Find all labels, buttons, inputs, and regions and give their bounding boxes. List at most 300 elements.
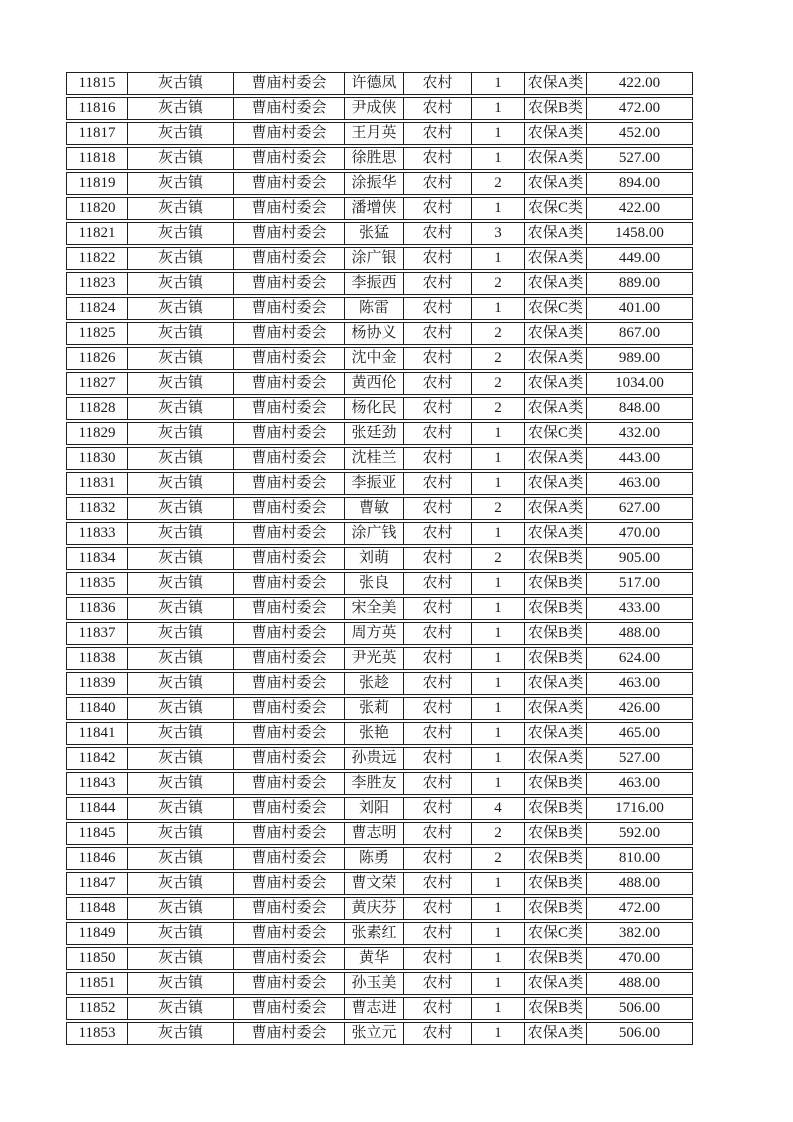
cell-village-committee: 曹庙村委会 [234, 923, 345, 944]
cell-person-name: 张艳 [345, 723, 404, 744]
cell-person-name: 曹志明 [345, 823, 404, 844]
cell-person-count: 2 [472, 323, 525, 344]
cell-town: 灰古镇 [128, 823, 234, 844]
cell-town: 灰古镇 [128, 398, 234, 419]
cell-person-name: 张莉 [345, 698, 404, 719]
cell-residence-type: 农村 [404, 98, 472, 119]
cell-village-committee: 曹庙村委会 [234, 348, 345, 369]
cell-person-name: 陈勇 [345, 848, 404, 869]
cell-amount: 422.00 [618, 75, 661, 91]
cell-person-count: 1 [472, 998, 525, 1019]
cell-person-count: 1 [472, 148, 525, 169]
cell-amount: 488.00 [618, 875, 661, 891]
cell-residence-type: 农村 [404, 898, 472, 919]
cell-record-id: 11851 [67, 973, 128, 994]
cell-person-name: 沈桂兰 [345, 448, 404, 469]
cell-town: 灰古镇 [128, 348, 234, 369]
cell-person-count: 1 [472, 773, 525, 794]
table-row [66, 697, 693, 720]
cell-person-name: 黄庆芬 [345, 898, 404, 919]
table-row [66, 497, 693, 520]
cell-residence-type: 农村 [404, 523, 472, 544]
cell-record-id: 11853 [67, 1023, 128, 1044]
table-row [66, 522, 693, 545]
cell-amount: 1034.00 [615, 375, 664, 391]
cell-person-count: 2 [472, 173, 525, 194]
cell-record-id: 11828 [67, 398, 128, 419]
cell-village-committee: 曹庙村委会 [234, 573, 345, 594]
cell-amount: 465.00 [618, 725, 661, 741]
table-row [66, 822, 693, 845]
table-row [66, 172, 693, 195]
cell-town: 灰古镇 [128, 323, 234, 344]
cell-person-count: 1 [472, 523, 525, 544]
cell-village-committee: 曹庙村委会 [234, 998, 345, 1019]
cell-insurance-class: 农保A类 [525, 398, 587, 419]
cell-town: 灰古镇 [128, 948, 234, 969]
cell-record-id: 11820 [67, 198, 128, 219]
cell-insurance-class: 农保C类 [525, 298, 587, 319]
cell-person-count: 2 [472, 823, 525, 844]
cell-record-id: 11818 [67, 148, 128, 169]
table-row [66, 747, 693, 770]
cell-town: 灰古镇 [128, 198, 234, 219]
cell-record-id: 11831 [67, 473, 128, 494]
cell-amount: 426.00 [618, 700, 661, 716]
cell-person-name: 尹光英 [345, 648, 404, 669]
table-row [66, 97, 693, 120]
cell-amount: 472.00 [618, 900, 661, 916]
cell-town: 灰古镇 [128, 523, 234, 544]
cell-person-name: 孙贵远 [345, 748, 404, 769]
table-row [66, 622, 693, 645]
cell-person-name: 黄华 [345, 948, 404, 969]
cell-residence-type: 农村 [404, 248, 472, 269]
cell-insurance-class: 农保B类 [525, 773, 587, 794]
cell-insurance-class: 农保A类 [525, 448, 587, 469]
cell-person-name: 李胜友 [345, 773, 404, 794]
cell-amount: 382.00 [618, 925, 661, 941]
cell-person-count: 1 [472, 248, 525, 269]
cell-village-committee: 曹庙村委会 [234, 198, 345, 219]
cell-residence-type: 农村 [404, 973, 472, 994]
cell-insurance-class: 农保A类 [525, 498, 587, 519]
cell-person-name: 涂广钱 [345, 523, 404, 544]
cell-person-count: 1 [472, 98, 525, 119]
cell-town: 灰古镇 [128, 973, 234, 994]
cell-amount: 449.00 [618, 250, 661, 266]
cell-insurance-class: 农保A类 [525, 698, 587, 719]
cell-person-name: 黄西伦 [345, 373, 404, 394]
table-row [66, 472, 693, 495]
table-row [66, 272, 693, 295]
cell-record-id: 11825 [67, 323, 128, 344]
cell-amount: 624.00 [618, 650, 661, 666]
cell-town: 灰古镇 [128, 298, 234, 319]
cell-village-committee: 曹庙村委会 [234, 898, 345, 919]
cell-record-id: 11844 [67, 798, 128, 819]
cell-insurance-class: 农保A类 [525, 748, 587, 769]
cell-person-name: 尹成侠 [345, 98, 404, 119]
cell-insurance-class: 农保B类 [525, 98, 587, 119]
cell-person-name: 张素红 [345, 923, 404, 944]
cell-village-committee: 曹庙村委会 [234, 773, 345, 794]
cell-amount: 401.00 [618, 300, 661, 316]
cell-insurance-class: 农保C类 [525, 198, 587, 219]
cell-person-name: 张趁 [345, 673, 404, 694]
cell-town: 灰古镇 [128, 798, 234, 819]
cell-village-committee: 曹庙村委会 [234, 698, 345, 719]
cell-residence-type: 农村 [404, 1023, 472, 1044]
table-row [66, 147, 693, 170]
cell-amount: 517.00 [618, 575, 661, 591]
cell-insurance-class: 农保A类 [525, 1023, 587, 1044]
cell-amount: 472.00 [618, 100, 661, 116]
table-row [66, 1022, 693, 1045]
cell-village-committee: 曹庙村委会 [234, 123, 345, 144]
cell-residence-type: 农村 [404, 848, 472, 869]
cell-village-committee: 曹庙村委会 [234, 273, 345, 294]
cell-insurance-class: 农保A类 [525, 223, 587, 244]
cell-village-committee: 曹庙村委会 [234, 73, 345, 94]
cell-village-committee: 曹庙村委会 [234, 498, 345, 519]
cell-amount: 470.00 [618, 525, 661, 541]
cell-town: 灰古镇 [128, 1023, 234, 1044]
cell-person-count: 1 [472, 698, 525, 719]
cell-person-count: 1 [472, 673, 525, 694]
cell-village-committee: 曹庙村委会 [234, 473, 345, 494]
cell-residence-type: 农村 [404, 798, 472, 819]
cell-person-count: 2 [472, 373, 525, 394]
cell-residence-type: 农村 [404, 573, 472, 594]
cell-residence-type: 农村 [404, 423, 472, 444]
cell-residence-type: 农村 [404, 598, 472, 619]
cell-village-committee: 曹庙村委会 [234, 798, 345, 819]
cell-insurance-class: 农保B类 [525, 548, 587, 569]
cell-record-id: 11843 [67, 773, 128, 794]
cell-insurance-class: 农保A类 [525, 523, 587, 544]
insurance-records-table [66, 72, 693, 1047]
table-row [66, 847, 693, 870]
cell-person-name: 曹敏 [345, 498, 404, 519]
cell-person-count: 1 [472, 473, 525, 494]
cell-town: 灰古镇 [128, 248, 234, 269]
cell-insurance-class: 农保B类 [525, 573, 587, 594]
cell-insurance-class: 农保A类 [525, 348, 587, 369]
cell-town: 灰古镇 [128, 873, 234, 894]
cell-town: 灰古镇 [128, 648, 234, 669]
cell-person-name: 孙玉美 [345, 973, 404, 994]
cell-insurance-class: 农保A类 [525, 123, 587, 144]
cell-record-id: 11829 [67, 423, 128, 444]
cell-person-name: 张良 [345, 573, 404, 594]
cell-insurance-class: 农保B类 [525, 948, 587, 969]
cell-record-id: 11841 [67, 723, 128, 744]
cell-village-committee: 曹庙村委会 [234, 548, 345, 569]
cell-amount: 989.00 [618, 350, 661, 366]
cell-amount: 506.00 [618, 1025, 661, 1041]
table-row [66, 922, 693, 945]
cell-amount: 1458.00 [615, 225, 664, 241]
cell-record-id: 11817 [67, 123, 128, 144]
cell-town: 灰古镇 [128, 698, 234, 719]
cell-person-count: 2 [472, 498, 525, 519]
cell-insurance-class: 农保B类 [525, 648, 587, 669]
cell-residence-type: 农村 [404, 273, 472, 294]
cell-person-count: 2 [472, 273, 525, 294]
cell-person-name: 李振亚 [345, 473, 404, 494]
cell-town: 灰古镇 [128, 273, 234, 294]
cell-insurance-class: 农保C类 [525, 923, 587, 944]
cell-person-count: 2 [472, 548, 525, 569]
cell-insurance-class: 农保B类 [525, 848, 587, 869]
cell-record-id: 11832 [67, 498, 128, 519]
cell-person-name: 曹文荣 [345, 873, 404, 894]
cell-amount: 443.00 [618, 450, 661, 466]
cell-residence-type: 农村 [404, 373, 472, 394]
table-row [66, 672, 693, 695]
cell-town: 灰古镇 [128, 448, 234, 469]
cell-insurance-class: 农保B类 [525, 823, 587, 844]
cell-village-committee: 曹庙村委会 [234, 623, 345, 644]
cell-person-name: 徐胜思 [345, 148, 404, 169]
cell-record-id: 11815 [67, 73, 128, 94]
cell-town: 灰古镇 [128, 623, 234, 644]
cell-record-id: 11850 [67, 948, 128, 969]
cell-person-name: 曹志进 [345, 998, 404, 1019]
cell-village-committee: 曹庙村委会 [234, 323, 345, 344]
cell-record-id: 11849 [67, 923, 128, 944]
cell-residence-type: 农村 [404, 148, 472, 169]
table-row [66, 947, 693, 970]
cell-person-name: 李振西 [345, 273, 404, 294]
cell-record-id: 11816 [67, 98, 128, 119]
cell-record-id: 11830 [67, 448, 128, 469]
cell-insurance-class: 农保B类 [525, 898, 587, 919]
cell-residence-type: 农村 [404, 348, 472, 369]
cell-insurance-class: 农保A类 [525, 273, 587, 294]
cell-insurance-class: 农保A类 [525, 148, 587, 169]
cell-person-count: 1 [472, 123, 525, 144]
table-row [66, 122, 693, 145]
cell-amount: 627.00 [618, 500, 661, 516]
cell-amount: 488.00 [618, 975, 661, 991]
cell-village-committee: 曹庙村委会 [234, 748, 345, 769]
cell-village-committee: 曹庙村委会 [234, 648, 345, 669]
cell-town: 灰古镇 [128, 498, 234, 519]
cell-person-name: 许德凤 [345, 73, 404, 94]
cell-person-name: 周方英 [345, 623, 404, 644]
table-row [66, 872, 693, 895]
cell-person-count: 1 [472, 973, 525, 994]
cell-residence-type: 农村 [404, 748, 472, 769]
table-row [66, 247, 693, 270]
cell-person-name: 刘阳 [345, 798, 404, 819]
cell-person-count: 1 [472, 648, 525, 669]
table-row [66, 347, 693, 370]
cell-village-committee: 曹庙村委会 [234, 448, 345, 469]
cell-residence-type: 农村 [404, 73, 472, 94]
table-row [66, 572, 693, 595]
cell-record-id: 11822 [67, 248, 128, 269]
cell-person-name: 潘增侠 [345, 198, 404, 219]
table-row [66, 297, 693, 320]
cell-person-name: 刘萌 [345, 548, 404, 569]
cell-person-count: 1 [472, 573, 525, 594]
cell-insurance-class: 农保A类 [525, 173, 587, 194]
cell-person-name: 杨协义 [345, 323, 404, 344]
cell-village-committee: 曹庙村委会 [234, 523, 345, 544]
cell-person-count: 1 [472, 898, 525, 919]
cell-insurance-class: 农保A类 [525, 248, 587, 269]
cell-insurance-class: 农保A类 [525, 473, 587, 494]
cell-person-count: 1 [472, 748, 525, 769]
cell-town: 灰古镇 [128, 848, 234, 869]
cell-record-id: 11836 [67, 598, 128, 619]
cell-record-id: 11824 [67, 298, 128, 319]
cell-town: 灰古镇 [128, 73, 234, 94]
table-row [66, 397, 693, 420]
cell-record-id: 11821 [67, 223, 128, 244]
cell-record-id: 11852 [67, 998, 128, 1019]
cell-person-count: 1 [472, 923, 525, 944]
table-row [66, 372, 693, 395]
cell-residence-type: 农村 [404, 723, 472, 744]
cell-insurance-class: 农保B类 [525, 598, 587, 619]
table-row [66, 997, 693, 1020]
cell-insurance-class: 农保A类 [525, 673, 587, 694]
cell-town: 灰古镇 [128, 898, 234, 919]
cell-person-count: 2 [472, 348, 525, 369]
cell-insurance-class: 农保A类 [525, 373, 587, 394]
cell-person-count: 1 [472, 448, 525, 469]
cell-amount: 422.00 [618, 200, 661, 216]
cell-village-committee: 曹庙村委会 [234, 98, 345, 119]
cell-village-committee: 曹庙村委会 [234, 298, 345, 319]
cell-town: 灰古镇 [128, 223, 234, 244]
cell-residence-type: 农村 [404, 623, 472, 644]
cell-amount: 894.00 [618, 175, 661, 191]
cell-record-id: 11838 [67, 648, 128, 669]
cell-person-name: 王月英 [345, 123, 404, 144]
cell-person-name: 涂广银 [345, 248, 404, 269]
cell-person-count: 2 [472, 398, 525, 419]
cell-record-id: 11826 [67, 348, 128, 369]
cell-insurance-class: 农保B类 [525, 798, 587, 819]
cell-amount: 527.00 [618, 150, 661, 166]
table-row [66, 447, 693, 470]
cell-residence-type: 农村 [404, 448, 472, 469]
table-row [66, 897, 693, 920]
cell-person-name: 张廷劲 [345, 423, 404, 444]
cell-person-count: 2 [472, 848, 525, 869]
cell-person-count: 1 [472, 73, 525, 94]
cell-person-count: 1 [472, 598, 525, 619]
cell-town: 灰古镇 [128, 773, 234, 794]
cell-town: 灰古镇 [128, 573, 234, 594]
cell-insurance-class: 农保A类 [525, 973, 587, 994]
cell-town: 灰古镇 [128, 673, 234, 694]
table-row [66, 797, 693, 820]
cell-amount: 810.00 [618, 850, 661, 866]
cell-town: 灰古镇 [128, 98, 234, 119]
cell-amount: 889.00 [618, 275, 661, 291]
table-row [66, 597, 693, 620]
cell-amount: 463.00 [618, 675, 661, 691]
cell-village-committee: 曹庙村委会 [234, 148, 345, 169]
cell-record-id: 11823 [67, 273, 128, 294]
table-row [66, 422, 693, 445]
cell-person-name: 陈雷 [345, 298, 404, 319]
table-row [66, 547, 693, 570]
cell-person-count: 1 [472, 298, 525, 319]
cell-residence-type: 农村 [404, 223, 472, 244]
cell-amount: 463.00 [618, 475, 661, 491]
cell-person-count: 1 [472, 948, 525, 969]
cell-residence-type: 农村 [404, 948, 472, 969]
cell-residence-type: 农村 [404, 323, 472, 344]
cell-record-id: 11846 [67, 848, 128, 869]
cell-village-committee: 曹庙村委会 [234, 373, 345, 394]
cell-record-id: 11845 [67, 823, 128, 844]
cell-insurance-class: 农保B类 [525, 998, 587, 1019]
cell-person-count: 1 [472, 198, 525, 219]
cell-insurance-class: 农保A类 [525, 73, 587, 94]
cell-village-committee: 曹庙村委会 [234, 823, 345, 844]
table-row [66, 772, 693, 795]
table-row [66, 647, 693, 670]
table-row [66, 722, 693, 745]
cell-amount: 592.00 [618, 825, 661, 841]
cell-town: 灰古镇 [128, 723, 234, 744]
cell-amount: 1716.00 [615, 800, 664, 816]
table-row [66, 972, 693, 995]
cell-residence-type: 农村 [404, 698, 472, 719]
cell-record-id: 11837 [67, 623, 128, 644]
cell-amount: 452.00 [618, 125, 661, 141]
cell-residence-type: 农村 [404, 173, 472, 194]
cell-town: 灰古镇 [128, 148, 234, 169]
cell-village-committee: 曹庙村委会 [234, 723, 345, 744]
cell-insurance-class: 农保C类 [525, 423, 587, 444]
cell-residence-type: 农村 [404, 873, 472, 894]
cell-residence-type: 农村 [404, 198, 472, 219]
cell-residence-type: 农村 [404, 648, 472, 669]
cell-village-committee: 曹庙村委会 [234, 673, 345, 694]
cell-amount: 506.00 [618, 1000, 661, 1016]
cell-town: 灰古镇 [128, 548, 234, 569]
cell-residence-type: 农村 [404, 823, 472, 844]
table-row [66, 197, 693, 220]
cell-record-id: 11839 [67, 673, 128, 694]
cell-amount: 527.00 [618, 750, 661, 766]
cell-amount: 488.00 [618, 625, 661, 641]
cell-insurance-class: 农保A类 [525, 323, 587, 344]
cell-amount: 848.00 [618, 400, 661, 416]
cell-village-committee: 曹庙村委会 [234, 848, 345, 869]
cell-town: 灰古镇 [128, 923, 234, 944]
cell-person-count: 1 [472, 1023, 525, 1044]
cell-village-committee: 曹庙村委会 [234, 173, 345, 194]
table-row [66, 322, 693, 345]
cell-record-id: 11834 [67, 548, 128, 569]
cell-town: 灰古镇 [128, 423, 234, 444]
table-row [66, 222, 693, 245]
cell-village-committee: 曹庙村委会 [234, 223, 345, 244]
cell-amount: 470.00 [618, 950, 661, 966]
cell-record-id: 11848 [67, 898, 128, 919]
cell-record-id: 11827 [67, 373, 128, 394]
